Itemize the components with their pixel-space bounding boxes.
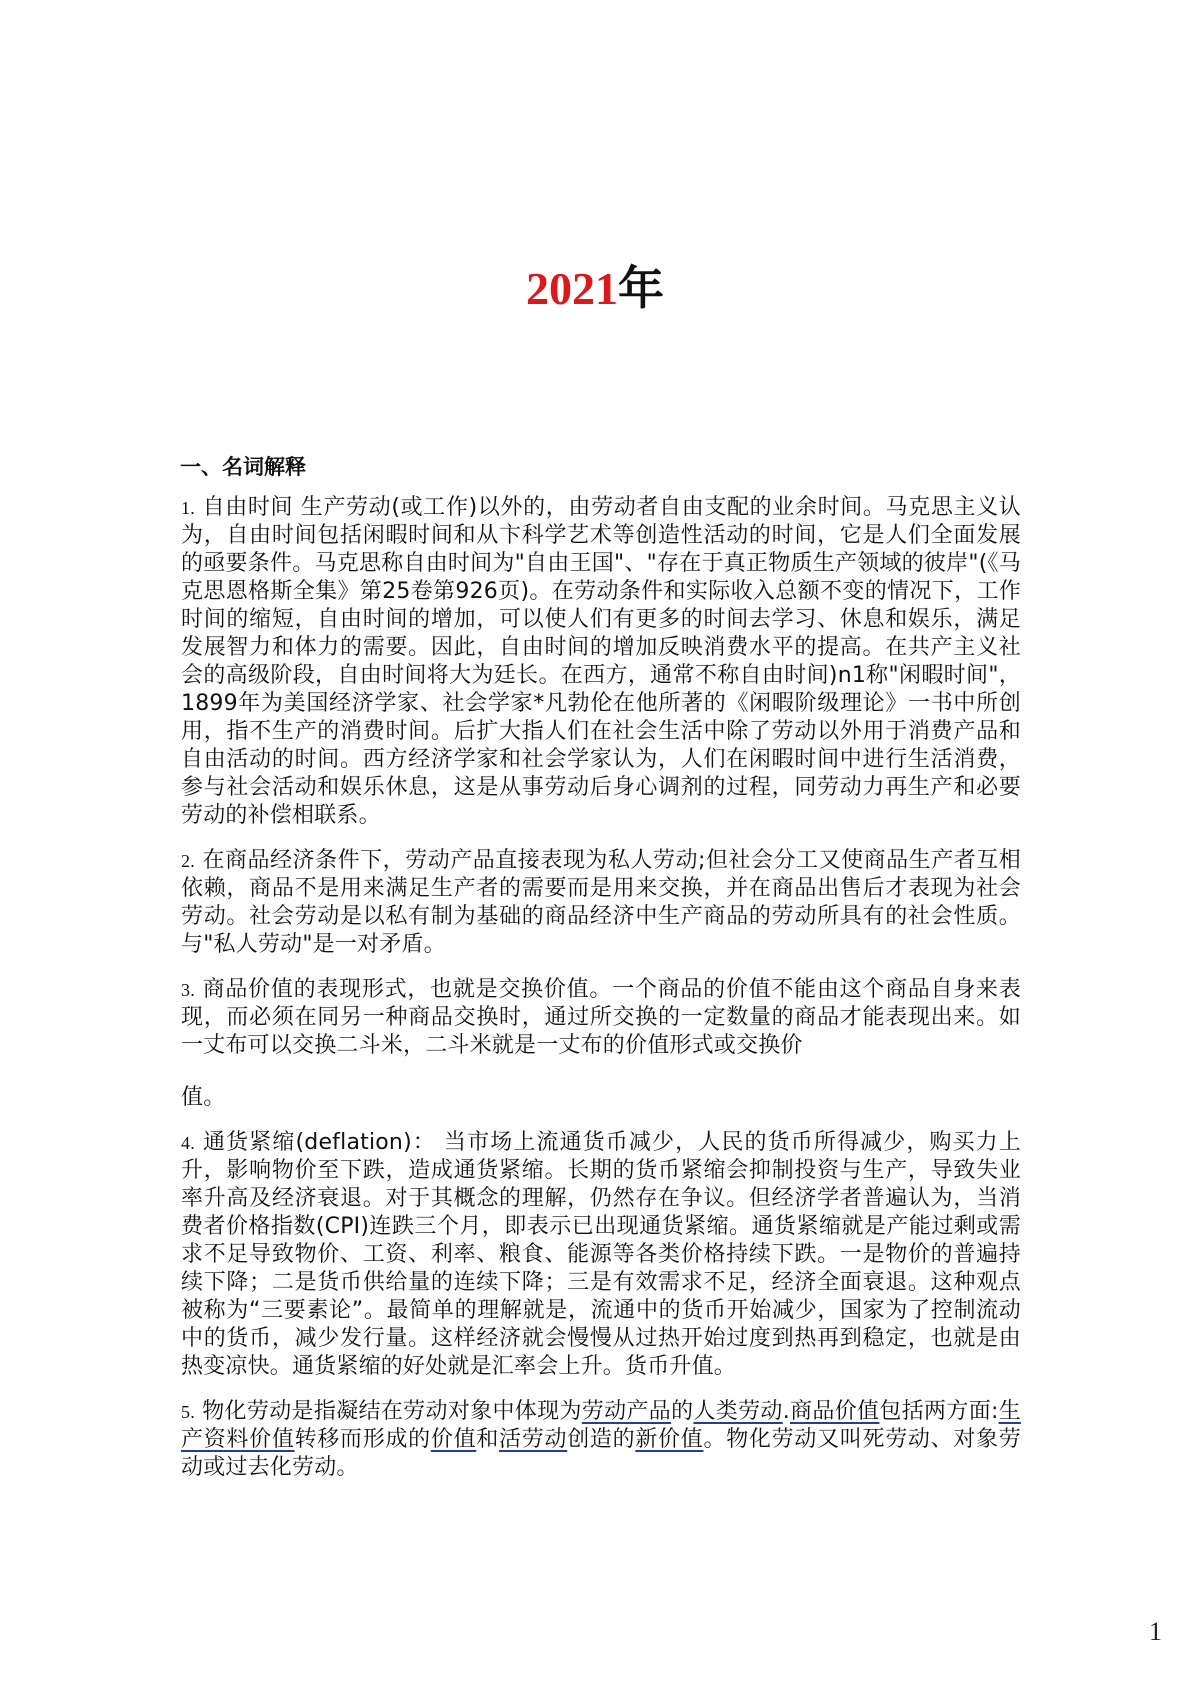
entry-5-part: 和 bbox=[476, 1427, 500, 1452]
entry-text-tail: 值。 bbox=[181, 1085, 226, 1110]
term-link[interactable]: 劳动产品 bbox=[581, 1399, 672, 1424]
term-link[interactable]: 活劳动 bbox=[499, 1427, 568, 1452]
entry-3-tail bbox=[181, 1084, 1021, 1112]
entry-text: 自由时间 生产劳动(或工作)以外的，由劳动者自由支配的业余时间。马克思主义认为，自由时间包括闲暇时间和从卞科学艺术等创造性活动的时间，它是人们全面发展的亟要条件。马克思称自由时间为"自由王国"、"存在于真正物质生产领域的彼岸"(《马克思恩格斯全集》第25卷第926页)。在劳动条件和实际收入总额不变的情况下，工作时间的缩短，自由时间的增加，可以使人们有更多的时间去学习、休息和娱乐，满足发展智力和体力的需要。因此，自由时间的增加反映消费水平的提高。在共产主义社会的高级阶段，自由时间将大为廷长。在西方，通常不称自由时间)n1称"闲暇时间"，1899年为美国经济学家、社会学家*凡勃伦在他所著的《闲暇阶级理论》一书中所创用，指不生产的消费时间。后扩大指人们在社会生活中除了劳动以外用于消费产品和自由活动的时间。西方经济学家和社会学家认为，人们在闲暇时间中进行生活消费，参与社会活动和娱乐休息，这是从事劳动后身心调剂的过程，同劳动力再生产和必要劳动的补偿相联系。 bbox=[181, 495, 1021, 828]
entry-5-part: 物化劳动是指凝结在劳动对象中体现为 bbox=[202, 1399, 582, 1424]
title-suffix: 年 bbox=[618, 261, 664, 315]
entry-number: 4. bbox=[181, 1133, 195, 1153]
entry-number: 3. bbox=[181, 980, 195, 1000]
entries-list bbox=[181, 494, 1021, 1499]
term-link[interactable]: 新价值 bbox=[635, 1427, 704, 1452]
entry-2 bbox=[181, 847, 1021, 959]
entry-5-part: 创造的 bbox=[567, 1427, 636, 1452]
term-link[interactable]: 人类劳动 bbox=[693, 1399, 783, 1424]
page-number: 1 bbox=[1149, 1617, 1162, 1646]
entry-text: 商品价值的表现形式，也就是交换价值。一个商品的价值不能由这个商品自身来表现，而必须在同另一种商品交换时，通过所交换的一定数量的商品才能表现出来。如一丈布可以交换二斗米，二斗米就是一丈布的价值形式或交换价 bbox=[181, 977, 1021, 1058]
term-link[interactable]: 商品价值 bbox=[789, 1399, 880, 1424]
title-year: 2021 bbox=[526, 263, 618, 314]
entry-1 bbox=[181, 494, 1021, 830]
entry-5-part: 转移而形成的 bbox=[294, 1427, 431, 1452]
entry-text: 通货紧缩(deflation)： 当市场上流通货币减少，人民的货币所得减少，购买力上升，影响物价至下跌，造成通货紧缩。长期的货币紧缩会抑制投资与生产，导致失业率升高及经济衰退。对于其概念的理解，仍然存在争议。但经济学者普遍认为，当消费者价格指数(CPI)连跌三个月，即表示已出现通货紧缩。通货紧缩就是产能过剩或需求不足导致物价、工资、利率、粮食、能源等各类价格持续下跌。一是物价的普遍持续下降；二是货币供给量的连续下降；三是有效需求不足，经济全面衰退。这种观点被称为“三要素论”。最简单的理解就是，流通中的货币开始减少，国家为了控制流动中的货币，减少发行量。这样经济就会慢慢从过热开始过度到热再到稳定，也就是由热变凉快。通货紧缩的好处就是汇率会上升。货币升值。 bbox=[181, 1130, 1021, 1379]
term-link[interactable]: 生产资料价值 bbox=[181, 1399, 1021, 1452]
entry-5-part: 包括两方面: bbox=[879, 1399, 999, 1424]
term-link[interactable]: 价值 bbox=[430, 1427, 477, 1452]
entry-3 bbox=[181, 976, 1021, 1060]
entry-4 bbox=[181, 1129, 1021, 1381]
entry-number: 2. bbox=[181, 851, 195, 871]
page-title bbox=[0, 258, 1190, 319]
entry-number: 5. bbox=[181, 1402, 195, 1422]
entry-5 bbox=[181, 1398, 1021, 1482]
entry-5-part: . bbox=[782, 1399, 790, 1424]
entry-5-part: 。物化劳动又叫死劳动、对象劳动或过去化劳动。 bbox=[181, 1427, 1021, 1480]
entry-5-part: 的 bbox=[671, 1399, 694, 1424]
section-heading: 一、名词解释 bbox=[180, 455, 306, 479]
entry-number: 1. bbox=[181, 498, 195, 518]
entry-text: 在商品经济条件下，劳动产品直接表现为私人劳动;但社会分工又使商品生产者互相依赖，商品不是用来满足生产者的需要而是用来交换，并在商品出售后才表现为社会劳动。社会劳动是以私有制为基础的商品经济中生产商品的劳动所具有的社会性质。与"私人劳动"是一对矛盾。 bbox=[181, 848, 1021, 957]
